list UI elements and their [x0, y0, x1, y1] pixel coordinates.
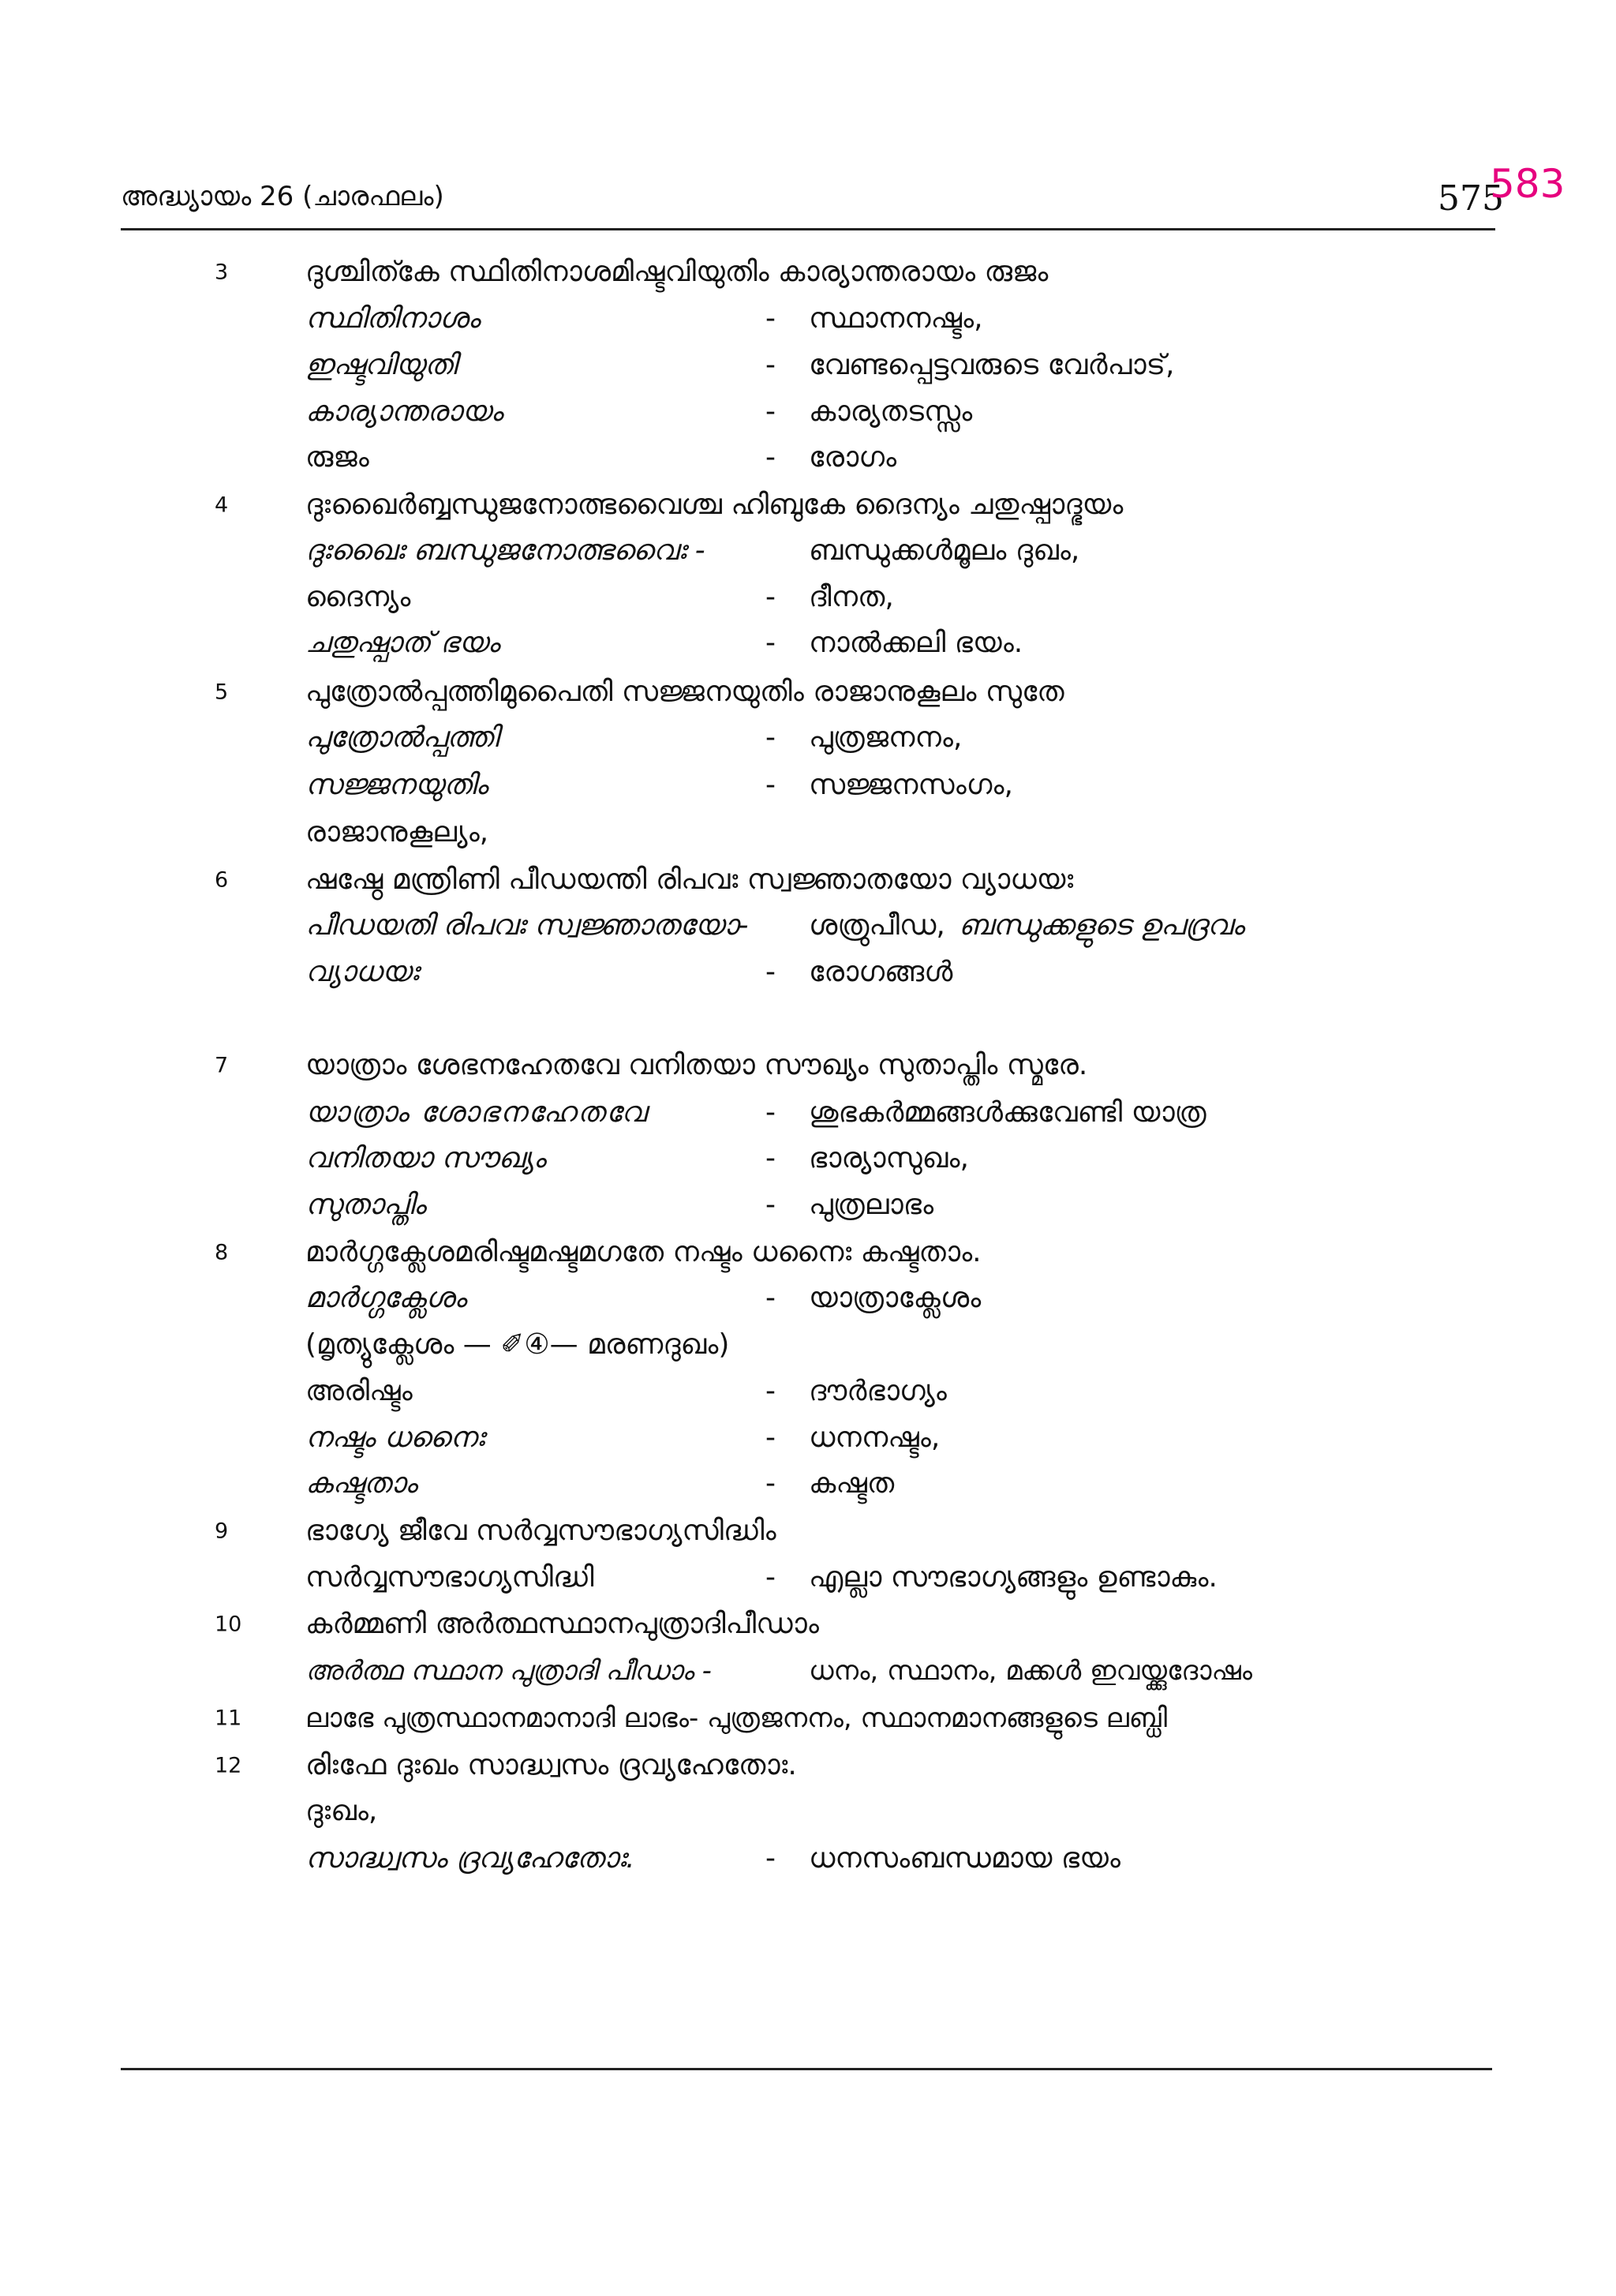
gloss-term: സ്ഥിതിനാശം: [305, 302, 481, 335]
gloss-term: കാര്യാന്തരായം: [305, 395, 503, 428]
gloss-meaning-extra: ബന്ധുക്കളുടെ ഉപദ്രവം: [959, 909, 1244, 942]
gloss-term: മാർഗ്ഗക്ലേശം: [305, 1282, 466, 1314]
gloss-meaning: ദൗർഭാഗ്യം: [809, 1375, 947, 1407]
entry-number: 12: [215, 1753, 242, 1778]
chapter-title: അദ്ധ്യായം 26 (ചാരഫലം): [121, 181, 444, 212]
entry-number: 10: [215, 1612, 242, 1637]
entry-number: 3: [215, 260, 229, 285]
gloss-term: സർവ്വസൗഭാഗ്യസിദ്ധി: [305, 1561, 594, 1594]
entry-number: 11: [215, 1706, 242, 1731]
gloss-dash: -: [765, 1561, 776, 1594]
gloss-term: അർത്ഥ സ്ഥാന പുത്രാദി പീഡാം -: [305, 1655, 712, 1687]
gloss-meaning: സജ്ജനസംഗം,: [809, 769, 1013, 801]
gloss-dash: -: [765, 302, 776, 335]
verse-line: കർമ്മണി അർത്ഥസ്ഥാനപുത്രാദിപീഡാം: [305, 1608, 819, 1640]
gloss-meaning: കാര്യതടസ്സം: [809, 395, 973, 428]
gloss-dash: -: [765, 1467, 776, 1500]
gloss-dash: -: [765, 721, 776, 754]
entry-number: 7: [215, 1053, 229, 1078]
gloss-term: സജ്ജനയുതിം: [305, 769, 488, 801]
entry-number: 5: [215, 680, 229, 705]
gloss-term: പുത്രോൽപ്പത്തി: [305, 721, 499, 754]
footer-rule: [121, 2068, 1492, 2070]
verse-line: പുത്രോൽപ്പത്തിമുപൈതി സജ്ജനയുതിം രാജാനുകൂലം സുതേ: [305, 676, 1064, 708]
verse-line: ലാഭേ പുത്രസ്ഥാനമാനാദി ലാഭം- പുത്രജനനം, സ്ഥാനമാനങ്ങളുടെ ലബ്ധി: [305, 1702, 1168, 1734]
verse-line: ദുശ്ചിത്കേ സ്ഥിതിനാശമിഷ്ടവിയുതിം കാര്യാന്തരായം രുജം: [305, 256, 1049, 288]
gloss-dash: -: [765, 1375, 776, 1407]
gloss-meaning: പുത്രലാഭം: [809, 1189, 934, 1221]
gloss-term: രാജാനുകൂല്യം,: [305, 816, 489, 848]
gloss-dash: -: [765, 956, 776, 988]
gloss-term: യാത്രാം ശോഭനഹേതവേ: [305, 1096, 648, 1129]
gloss-term: ദുഃഖൈഃ ബന്ധുജനോത്ഭവൈഃ -: [305, 534, 705, 567]
gloss-term: പീഡയതി രിപവഃ സ്വജ്ഞാതയോ-: [305, 909, 749, 942]
gloss-meaning: പുത്രജനനം,: [809, 721, 963, 754]
gloss-term: കഷ്ടതാം: [305, 1467, 417, 1500]
gloss-dash: -: [765, 627, 776, 659]
gloss-meaning: എല്ലാ സൗഭാഗ്യങ്ങളും ഉണ്ടാകും.: [809, 1561, 1218, 1594]
entry-number: 9: [215, 1519, 229, 1544]
verse-line: മാർഗ്ഗക്ലേശമരിഷ്ടമഷ്ടമഗതേ നഷ്ടം ധനൈഃ കഷ്ടതാം.: [305, 1236, 982, 1268]
verse-line: ദുഃഖൈർബ്ബന്ധുജനോത്ഭവൈശ്ച ഹിബുകേ ദൈന്യം ചതുഷ്പാദ്ഭയം: [305, 489, 1124, 521]
gloss-dash: -: [765, 1282, 776, 1314]
gloss-dash: -: [765, 349, 776, 381]
gloss-term: ദുഃഖം,: [305, 1795, 378, 1827]
gloss-term: സാദ്ധ്വസം ദ്രവ്യഹേതോഃ.: [305, 1842, 635, 1875]
gloss-term: രുജം: [305, 441, 369, 474]
gloss-meaning: ബന്ധുക്കൾമൂലം ദുഖം,: [809, 534, 1080, 567]
gloss-meaning: രോഗം: [809, 441, 897, 474]
gloss-meaning: ശുഭകർമ്മങ്ങൾക്കുവേണ്ടി യാത്ര: [809, 1096, 1206, 1129]
gloss-term: വ്യാധയഃ: [305, 956, 419, 988]
gloss-meaning: ധനം, സ്ഥാനം, മക്കൾ ഇവയ്ക്കുദോഷം: [809, 1655, 1253, 1687]
verse-line: യാത്രാം ശേഭനഹേതവേ വനിതയാ സൗഖ്യം സുതാപ്തിം സ്മരേ.: [305, 1049, 1088, 1081]
gloss-meaning: വേണ്ടപ്പെട്ടവരുടെ വേർപാട്,: [809, 349, 1175, 381]
gloss-meaning: നാൽക്കലി ഭയം.: [809, 627, 1023, 659]
pdf-page-number: 583: [1490, 161, 1566, 207]
entry-number: 8: [215, 1240, 229, 1265]
gloss-meaning: രോഗങ്ങൾ: [809, 956, 953, 988]
gloss-meaning: ധനസംബന്ധമായ ഭയം: [809, 1842, 1120, 1875]
gloss-term: അരിഷ്ടം: [305, 1375, 413, 1407]
gloss-dash: -: [765, 1421, 776, 1454]
gloss-dash: -: [765, 581, 776, 613]
verse-line: ഭാഗ്യേ ജീവേ സർവ്വസൗഭാഗ്യസിദ്ധിം: [305, 1515, 776, 1547]
gloss-term: ചതുഷ്പാത് ഭയം: [305, 627, 500, 659]
gloss-dash: -: [765, 395, 776, 428]
gloss-meaning: ധനനഷ്ടം,: [809, 1421, 941, 1454]
gloss-term: വനിതയാ സൗഖ്യം: [305, 1142, 546, 1174]
verse-line: ഷഷ്ഠേ മന്ത്രിണി പീഡയന്തി രിപവഃ സ്വജ്ഞാതയോ വ്യാധയഃ: [305, 863, 1074, 896]
gloss-term: സുതാപ്തിം: [305, 1189, 426, 1221]
gloss-term: (മൃത്യുക്ലേശം — ✐④— മരണദുഖം): [305, 1328, 730, 1361]
gloss-meaning: കഷ്ടത: [809, 1467, 895, 1500]
gloss-dash: -: [765, 1142, 776, 1174]
gloss-meaning: സ്ഥാനനഷ്ടം,: [809, 302, 983, 335]
header-rule: [121, 228, 1495, 230]
gloss-meaning: യാത്രാക്ലേശം: [809, 1282, 982, 1314]
gloss-dash: -: [765, 441, 776, 474]
gloss-dash: -: [765, 1842, 776, 1875]
book-page-number: 575: [1438, 178, 1504, 219]
gloss-dash: -: [765, 1189, 776, 1221]
entry-number: 6: [215, 867, 229, 893]
gloss-term: ഇഷ്ടവിയുതി: [305, 349, 457, 381]
gloss-meaning: ഭാര്യാസുഖം,: [809, 1142, 969, 1174]
gloss-dash: -: [765, 769, 776, 801]
gloss-dash: -: [765, 1096, 776, 1129]
entry-number: 4: [215, 493, 229, 518]
gloss-meaning: ദീനത,: [809, 581, 894, 613]
gloss-term: ദൈന്യം: [305, 581, 411, 613]
gloss-term: നഷ്ടം ധനൈഃ: [305, 1421, 484, 1454]
gloss-meaning: ശത്രുപീഡ,: [809, 909, 945, 942]
verse-line: രിഃഫേ ദുഃഖം സാദ്ധ്വസം ദ്രവ്യഹേതോഃ.: [305, 1749, 797, 1781]
